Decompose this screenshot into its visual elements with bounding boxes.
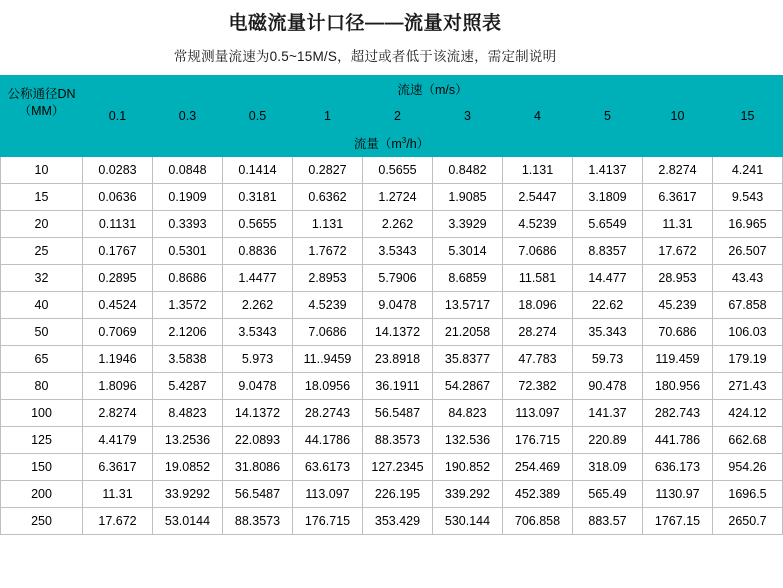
table-row [1, 157, 783, 184]
cell-flow: 9.0478 [223, 373, 293, 400]
cell-flow: 0.1131 [83, 211, 153, 238]
cell-flow: 11.31 [83, 481, 153, 508]
cell-flow: 11.581 [503, 265, 573, 292]
cell-flow: 1.7672 [293, 238, 363, 265]
cell-flow: 14.1372 [223, 400, 293, 427]
cell-flow: 72.382 [503, 373, 573, 400]
cell-flow: 1.2724 [363, 184, 433, 211]
cell-flow: 4.4179 [83, 427, 153, 454]
cell-flow: 0.8686 [153, 265, 223, 292]
cell-flow: 141.37 [573, 400, 643, 427]
cell-flow: 1130.97 [643, 481, 713, 508]
flow-label-sup: 3 [401, 135, 407, 145]
flow-comparison-table [0, 75, 783, 535]
header-cell-flow [1, 130, 783, 157]
cell-flow: 33.9292 [153, 481, 223, 508]
cell-flow: 0.1767 [83, 238, 153, 265]
cell-flow: 662.68 [713, 427, 783, 454]
cell-flow: 113.097 [503, 400, 573, 427]
cell-flow: 176.715 [293, 508, 363, 535]
cell-flow: 424.12 [713, 400, 783, 427]
header-row-speed-values [1, 103, 783, 130]
cell-flow: 2.262 [223, 292, 293, 319]
cell-flow: 2.8953 [293, 265, 363, 292]
table-row [1, 238, 783, 265]
table-row [1, 508, 783, 535]
cell-flow: 36.1911 [363, 373, 433, 400]
cell-dn: 150 [1, 454, 83, 481]
cell-flow: 16.965 [713, 211, 783, 238]
header-cell-speed: 流速（m/s） [83, 76, 783, 103]
table-row [1, 346, 783, 373]
cell-dn: 32 [1, 265, 83, 292]
cell-flow: 2.5447 [503, 184, 573, 211]
cell-flow: 18.0956 [293, 373, 363, 400]
cell-flow: 28.953 [643, 265, 713, 292]
cell-flow: 1.131 [293, 211, 363, 238]
cell-dn: 15 [1, 184, 83, 211]
cell-flow: 106.03 [713, 319, 783, 346]
cell-flow: 18.096 [503, 292, 573, 319]
table-row [1, 373, 783, 400]
cell-flow: 5.973 [223, 346, 293, 373]
cell-flow: 706.858 [503, 508, 573, 535]
cell-flow: 5.4287 [153, 373, 223, 400]
cell-flow: 22.62 [573, 292, 643, 319]
cell-flow: 5.3014 [433, 238, 503, 265]
cell-dn: 65 [1, 346, 83, 373]
cell-flow: 8.4823 [153, 400, 223, 427]
cell-flow: 179.19 [713, 346, 783, 373]
table-row [1, 211, 783, 238]
cell-flow: 0.4524 [83, 292, 153, 319]
cell-flow: 1.9085 [433, 184, 503, 211]
cell-flow: 1.8096 [83, 373, 153, 400]
cell-flow: 2.8274 [83, 400, 153, 427]
header-speed-4: 2 [363, 103, 433, 130]
cell-flow: 353.429 [363, 508, 433, 535]
cell-flow: 3.5343 [363, 238, 433, 265]
cell-flow: 3.3929 [433, 211, 503, 238]
cell-dn: 100 [1, 400, 83, 427]
header-row-flow [1, 130, 783, 157]
cell-flow: 1.4137 [573, 157, 643, 184]
cell-flow: 28.2743 [293, 400, 363, 427]
cell-flow: 318.09 [573, 454, 643, 481]
cell-flow: 59.73 [573, 346, 643, 373]
cell-flow: 17.672 [643, 238, 713, 265]
header-speed-0: 0.1 [83, 103, 153, 130]
cell-flow: 271.43 [713, 373, 783, 400]
cell-flow: 0.5655 [223, 211, 293, 238]
table-row [1, 481, 783, 508]
cell-flow: 84.823 [433, 400, 503, 427]
cell-flow: 17.672 [83, 508, 153, 535]
cell-flow: 6.3617 [83, 454, 153, 481]
cell-flow: 132.536 [433, 427, 503, 454]
cell-dn: 40 [1, 292, 83, 319]
cell-flow: 88.3573 [363, 427, 433, 454]
cell-flow: 2650.7 [713, 508, 783, 535]
cell-flow: 0.1909 [153, 184, 223, 211]
cell-dn: 250 [1, 508, 83, 535]
cell-dn: 20 [1, 211, 83, 238]
cell-dn: 10 [1, 157, 83, 184]
cell-dn: 125 [1, 427, 83, 454]
cell-flow: 3.1809 [573, 184, 643, 211]
cell-flow: 0.0848 [153, 157, 223, 184]
cell-flow: 113.097 [293, 481, 363, 508]
cell-flow: 8.6859 [433, 265, 503, 292]
header-speed-3: 1 [293, 103, 363, 130]
cell-flow: 339.292 [433, 481, 503, 508]
table-row [1, 454, 783, 481]
cell-flow: 19.0852 [153, 454, 223, 481]
cell-flow: 5.7906 [363, 265, 433, 292]
cell-flow: 530.144 [433, 508, 503, 535]
flow-label-suffix: /h） [406, 137, 430, 151]
cell-flow: 31.8086 [223, 454, 293, 481]
cell-flow: 70.686 [643, 319, 713, 346]
cell-flow: 44.1786 [293, 427, 363, 454]
cell-flow: 0.0283 [83, 157, 153, 184]
cell-flow: 0.3181 [223, 184, 293, 211]
cell-flow: 180.956 [643, 373, 713, 400]
cell-flow: 176.715 [503, 427, 573, 454]
cell-flow: 883.57 [573, 508, 643, 535]
cell-flow: 28.274 [503, 319, 573, 346]
flow-label-prefix: 流量（m [353, 137, 402, 151]
cell-flow: 954.26 [713, 454, 783, 481]
cell-flow: 14.477 [573, 265, 643, 292]
cell-flow: 0.2827 [293, 157, 363, 184]
cell-dn: 80 [1, 373, 83, 400]
page-title: 电磁流量计口径——流量对照表 [228, 13, 502, 34]
cell-dn: 25 [1, 238, 83, 265]
cell-flow: 0.6362 [293, 184, 363, 211]
cell-flow: 190.852 [433, 454, 503, 481]
cell-flow: 0.5655 [363, 157, 433, 184]
cell-flow: 35.8377 [433, 346, 503, 373]
cell-flow: 9.543 [713, 184, 783, 211]
table-row [1, 292, 783, 319]
page-subtitle: 常规测量流速为0.5~15M/S，超过或者低于该流速，需定制说明 [173, 49, 557, 64]
header-speed-9: 15 [713, 103, 783, 130]
cell-flow: 1.3572 [153, 292, 223, 319]
header-speed-6: 4 [503, 103, 573, 130]
header-dn-line2: （MM） [18, 103, 65, 118]
cell-flow: 0.7069 [83, 319, 153, 346]
cell-flow: 1.4477 [223, 265, 293, 292]
cell-flow: 63.6173 [293, 454, 363, 481]
cell-dn: 50 [1, 319, 83, 346]
cell-flow: 1.1946 [83, 346, 153, 373]
cell-flow: 565.49 [573, 481, 643, 508]
table-row [1, 265, 783, 292]
cell-flow: 4.5239 [293, 292, 363, 319]
cell-flow: 21.2058 [433, 319, 503, 346]
table-header [1, 76, 783, 157]
cell-flow: 0.8482 [433, 157, 503, 184]
table-row [1, 427, 783, 454]
table-row [1, 400, 783, 427]
cell-flow: 220.89 [573, 427, 643, 454]
cell-flow: 35.343 [573, 319, 643, 346]
cell-flow: 3.5343 [223, 319, 293, 346]
cell-flow: 0.1414 [223, 157, 293, 184]
cell-flow: 1767.15 [643, 508, 713, 535]
cell-flow: 636.173 [643, 454, 713, 481]
cell-flow: 9.0478 [363, 292, 433, 319]
cell-flow: 441.786 [643, 427, 713, 454]
header-speed-2: 0.5 [223, 103, 293, 130]
cell-flow: 13.2536 [153, 427, 223, 454]
cell-flow: 45.239 [643, 292, 713, 319]
cell-flow: 26.507 [713, 238, 783, 265]
cell-flow: 53.0144 [153, 508, 223, 535]
cell-flow: 0.8836 [223, 238, 293, 265]
cell-flow: 67.858 [713, 292, 783, 319]
cell-flow: 43.43 [713, 265, 783, 292]
cell-dn: 200 [1, 481, 83, 508]
cell-flow: 11.31 [643, 211, 713, 238]
cell-flow: 282.743 [643, 400, 713, 427]
header-speed-5: 3 [433, 103, 503, 130]
header-speed-8: 10 [643, 103, 713, 130]
header-speed-7: 5 [573, 103, 643, 130]
cell-flow: 4.241 [713, 157, 783, 184]
header-dn-line1: 公称通径DN [7, 86, 76, 101]
cell-flow: 14.1372 [363, 319, 433, 346]
cell-flow: 0.5301 [153, 238, 223, 265]
cell-flow: 54.2867 [433, 373, 503, 400]
cell-flow: 56.5487 [363, 400, 433, 427]
header-cell-dn [1, 76, 83, 130]
cell-flow: 2.262 [363, 211, 433, 238]
cell-flow: 0.2895 [83, 265, 153, 292]
cell-flow: 7.0686 [503, 238, 573, 265]
cell-flow: 0.3393 [153, 211, 223, 238]
cell-flow: 22.0893 [223, 427, 293, 454]
cell-flow: 226.195 [363, 481, 433, 508]
cell-flow: 127.2345 [363, 454, 433, 481]
cell-flow: 8.8357 [573, 238, 643, 265]
cell-flow: 1.131 [503, 157, 573, 184]
cell-flow: 254.469 [503, 454, 573, 481]
table-body [1, 157, 783, 535]
cell-flow: 2.8274 [643, 157, 713, 184]
cell-flow: 23.8918 [363, 346, 433, 373]
cell-flow: 7.0686 [293, 319, 363, 346]
cell-flow: 2.1206 [153, 319, 223, 346]
table-row [1, 319, 783, 346]
cell-flow: 13.5717 [433, 292, 503, 319]
cell-flow: 56.5487 [223, 481, 293, 508]
cell-flow: 88.3573 [223, 508, 293, 535]
cell-flow: 90.478 [573, 373, 643, 400]
table-row [1, 184, 783, 211]
cell-flow: 1696.5 [713, 481, 783, 508]
cell-flow: 11..9459 [293, 346, 363, 373]
cell-flow: 452.389 [503, 481, 573, 508]
cell-flow: 119.459 [643, 346, 713, 373]
cell-flow: 4.5239 [503, 211, 573, 238]
cell-flow: 0.0636 [83, 184, 153, 211]
cell-flow: 5.6549 [573, 211, 643, 238]
header-row-speed [1, 76, 783, 103]
cell-flow: 47.783 [503, 346, 573, 373]
cell-flow: 3.5838 [153, 346, 223, 373]
cell-flow: 6.3617 [643, 184, 713, 211]
header-speed-1: 0.3 [153, 103, 223, 130]
